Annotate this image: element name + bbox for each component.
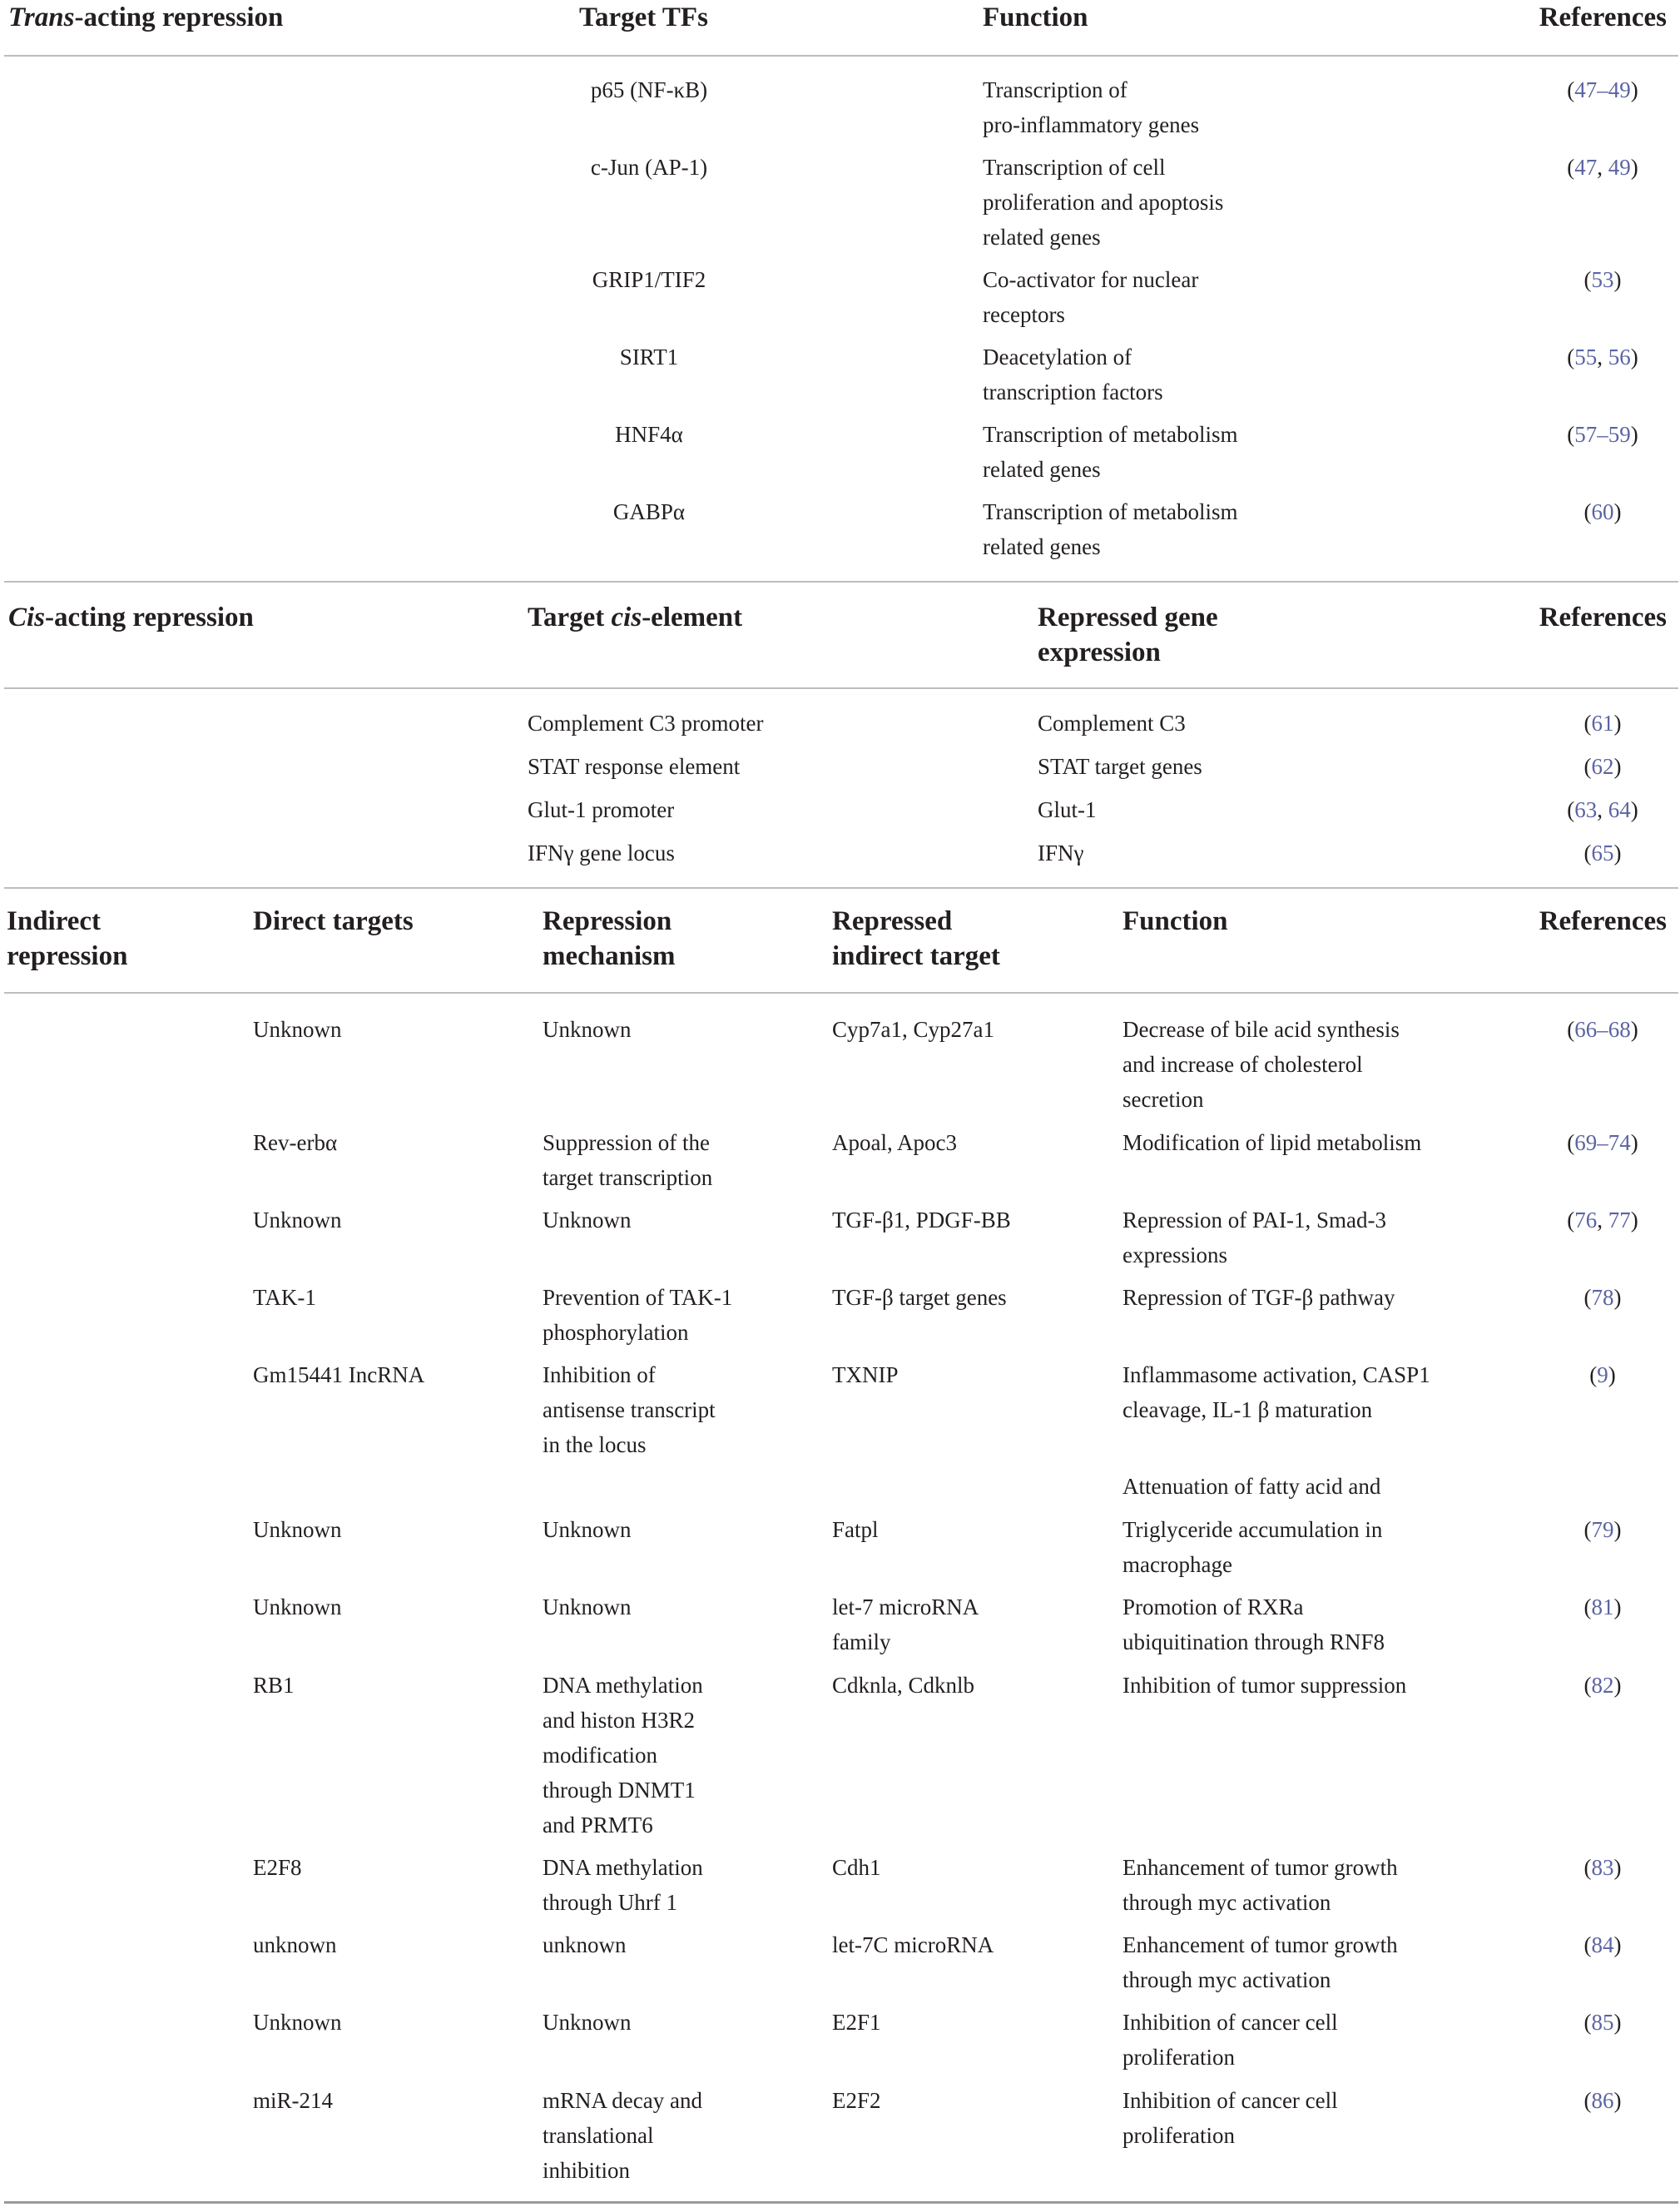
reference-punct: , [1597,1208,1608,1232]
indirect-function-line: ubiquitination through RNF8 [1122,1629,1385,1654]
indirect-reference-cell [1544,1357,1661,1392]
cis-target-cell: Complement C3 promoter [528,711,764,736]
reference-punct: ) [1630,422,1638,447]
indirect-section-title-2: repression [7,941,128,971]
cis-reference-cell [1544,706,1661,741]
reference-punct: ( [1583,499,1592,524]
reference-punct: ) [1613,1285,1622,1310]
trans-function-line: related genes [983,225,1101,250]
indirect-mechanism-line: Unknown [543,1594,632,1619]
indirect-repressed-target-line: TGF-β target genes [832,1285,1007,1310]
trans-reference-cell [1544,340,1661,374]
indirect-mechanism-line: Unknown [543,1208,632,1232]
trans-target-cell: c-Jun (AP-1) [590,155,708,180]
reference-link[interactable]: 79 [1591,1517,1614,1542]
indirect-mechanism-line: and PRMT6 [543,1813,653,1838]
reference-punct: ( [1567,77,1575,102]
indirect-direct-target-cell: Unknown [253,1517,342,1542]
reference-link[interactable]: 47–49 [1574,77,1631,102]
reference-link[interactable]: 69–74 [1574,1130,1631,1155]
trans-function-line: related genes [983,457,1101,482]
trans-title-italic: Trans [8,2,75,32]
indirect-mechanism-line: Inhibition of [543,1362,656,1387]
indirect-function-line: Inhibition of cancer cell [1122,2088,1338,2113]
indirect-reference-cell [1544,1668,1661,1703]
cis-repressed-cell: Complement C3 [1038,711,1186,736]
trans-target-cell: p65 (NF-κB) [590,77,708,102]
cis-repressed-cell: STAT target genes [1038,754,1202,779]
cis-section-title [8,600,254,635]
indirect-repressed-target-line: E2F1 [832,2010,881,2035]
trans-reference-cell [1544,494,1661,529]
reference-link[interactable]: 76 [1574,1208,1598,1232]
reference-punct: ) [1630,1208,1638,1232]
cis-target-cell: STAT response element [528,754,741,779]
indirect-function-line: Attenuation of fatty acid and [1122,1474,1381,1499]
trans-function-line: Transcription of [983,77,1127,102]
indirect-repressed-target-line: Cdh1 [832,1855,881,1880]
cis-target-italic: cis [611,603,642,632]
reference-punct: ( [1567,422,1575,447]
indirect-col-direct-header: Direct targets [253,906,414,936]
cis-target-cell: IFNγ gene locus [528,841,675,865]
reference-punct: ( [1583,267,1592,292]
indirect-direct-target-cell: unknown [253,1932,337,1957]
reference-punct: ) [1613,1673,1622,1698]
reference-link[interactable]: 56 [1608,345,1631,369]
indirect-repressed-target-line: Apoal, Apoc3 [832,1130,957,1155]
indirect-mechanism-line: Unknown [543,2010,632,2035]
reference-punct: ( [1583,754,1592,779]
reference-punct: ) [1613,1855,1622,1880]
reference-link[interactable]: 55 [1574,345,1598,369]
reference-link[interactable]: 60 [1591,499,1614,524]
cis-target-pre: Target [528,603,612,632]
reference-link[interactable]: 82 [1591,1673,1614,1698]
reference-link[interactable]: 81 [1591,1594,1614,1619]
indirect-function-line: Inhibition of tumor suppression [1122,1673,1407,1698]
reference-punct: ) [1630,345,1638,369]
trans-col-refs-header: References [1539,2,1667,32]
trans-function-line: Deacetylation of [983,345,1132,369]
indirect-direct-target-cell: Gm15441 IncRNA [253,1362,425,1387]
trans-function-line: transcription factors [983,379,1163,404]
indirect-mechanism-line: through Uhrf 1 [543,1890,677,1915]
reference-link[interactable]: 64 [1608,797,1631,822]
indirect-function-line: proliferation [1122,2123,1235,2148]
trans-target-cell: HNF4α [615,422,683,447]
indirect-header-rule [4,992,1678,994]
indirect-reference-cell [1544,2005,1661,2040]
indirect-function-line: Enhancement of tumor growth [1122,1932,1398,1957]
reference-punct: ( [1567,1017,1575,1042]
reference-link[interactable]: 65 [1591,841,1614,865]
indirect-repressed-target-line: Cdknla, Cdknlb [832,1673,975,1698]
reference-punct: , [1597,797,1608,822]
indirect-function-line: Repression of PAI-1, Smad-3 [1122,1208,1386,1232]
indirect-mechanism-line: Prevention of TAK-1 [543,1285,733,1310]
indirect-mechanism-line: Unknown [543,1017,632,1042]
indirect-mechanism-line: and histon H3R2 [543,1708,696,1733]
trans-function-line: receptors [983,302,1065,327]
reference-link[interactable]: 57–59 [1574,422,1631,447]
reference-punct: ( [1583,1594,1592,1619]
reference-link[interactable]: 66–68 [1574,1017,1631,1042]
indirect-function-line: proliferation [1122,2045,1235,2070]
indirect-repressed-target-line: family [832,1629,891,1654]
indirect-reference-cell [1544,1125,1661,1160]
cis-col-repressed-header-1: Repressed gene [1038,603,1218,632]
indirect-mechanism-line: Suppression of the [543,1130,710,1155]
reference-punct: ( [1583,1517,1592,1542]
indirect-direct-target-cell: Unknown [253,2010,342,2035]
indirect-function-line: Decrease of bile acid synthesis [1122,1017,1400,1042]
indirect-function-line: Inflammasome activation, CASP1 [1122,1362,1430,1387]
reference-punct: ) [1608,1362,1616,1387]
trans-function-line: pro-inflammatory genes [983,112,1200,137]
indirect-repressed-target-line: let-7 microRNA [832,1594,979,1619]
indirect-reference-cell [1544,1512,1661,1547]
trans-col-function-header: Function [983,2,1088,32]
reference-punct: ) [1613,2010,1622,2035]
reference-punct: ) [1613,754,1622,779]
reference-punct: ( [1567,1208,1575,1232]
trans-reference-cell [1544,150,1661,185]
trans-section-title [8,0,283,35]
indirect-mechanism-line: DNA methylation [543,1673,703,1698]
trans-col-target-header: Target TFs [579,2,708,32]
cis-col-repressed-header-2: expression [1038,637,1161,667]
trans-reference-cell [1544,262,1661,297]
trans-reference-cell [1544,72,1661,107]
reference-link[interactable]: 49 [1608,155,1631,180]
reference-link[interactable]: 84 [1591,1932,1614,1957]
indirect-repressed-target-line: let-7C microRNA [832,1932,994,1957]
cis-title-italic: Cis [8,603,46,632]
reference-punct: ) [1613,1932,1622,1957]
reference-punct: ) [1630,797,1638,822]
reference-punct: ) [1613,499,1622,524]
indirect-col-target-header-2: indirect target [832,941,1000,971]
trans-function-line: Transcription of metabolism [983,499,1238,524]
indirect-reference-cell [1544,1280,1661,1315]
indirect-function-line: Repression of TGF-β pathway [1122,1285,1395,1310]
indirect-direct-target-cell: Unknown [253,1208,342,1232]
indirect-direct-target-cell: Unknown [253,1017,342,1042]
reference-link[interactable]: 63 [1574,797,1598,822]
reference-link[interactable]: 47 [1574,155,1598,180]
indirect-function-line: macrophage [1122,1552,1232,1577]
trans-function-line: Transcription of cell [983,155,1166,180]
reference-punct: , [1597,345,1608,369]
reference-punct: ) [1613,1517,1622,1542]
cis-target-cell: Glut-1 promoter [528,797,675,822]
reference-link[interactable]: 9 [1597,1362,1608,1387]
cis-target-post: -element [642,603,743,632]
trans-function-line: proliferation and apoptosis [983,190,1224,215]
reference-punct: ( [1567,797,1575,822]
cis-header-rule [4,687,1678,689]
indirect-function-line: Triglyceride accumulation in [1122,1517,1383,1542]
reference-punct: ) [1613,711,1622,736]
indirect-mechanism-line: Unknown [543,1517,632,1542]
reference-link[interactable]: 61 [1591,711,1614,736]
indirect-section-title-1: Indirect [7,906,102,936]
reference-punct: ) [1630,1017,1638,1042]
indirect-col-mechanism-header-2: mechanism [543,941,676,971]
reference-punct: ) [1613,1594,1622,1619]
reference-punct: ( [1583,1673,1592,1698]
indirect-function-line: Inhibition of cancer cell [1122,2010,1338,2035]
reference-punct: ( [1567,1130,1575,1155]
reference-punct: , [1597,155,1608,180]
indirect-mechanism-line: target transcription [543,1165,713,1190]
indirect-direct-target-cell: Unknown [253,1594,342,1619]
reference-link[interactable]: 86 [1591,2088,1614,2113]
table-bottom-rule [4,2201,1678,2204]
reference-link[interactable]: 53 [1591,267,1614,292]
cis-reference-cell [1544,749,1661,784]
indirect-col-function-header: Function [1122,906,1228,936]
cis-title-rest: -acting repression [45,603,254,632]
indirect-mechanism-line: in the locus [543,1432,647,1457]
indirect-function-line: through myc activation [1122,1967,1331,1992]
trans-target-cell: GABPα [612,499,686,524]
reference-punct: ( [1583,1932,1592,1957]
trans-target-cell: GRIP1/TIF2 [592,267,706,292]
reference-punct: ) [1630,1130,1638,1155]
indirect-mechanism-line: phosphorylation [543,1320,689,1345]
cis-section-rule [4,887,1678,889]
reference-punct: ) [1613,267,1622,292]
indirect-function-line: secretion [1122,1087,1204,1112]
reference-link[interactable]: 62 [1591,754,1614,779]
indirect-direct-target-cell: TAK-1 [253,1285,316,1310]
reference-punct: ( [1567,155,1575,180]
reference-punct: ) [1630,155,1638,180]
indirect-function-line: Modification of lipid metabolism [1122,1130,1422,1155]
indirect-function-line: and increase of cholesterol [1122,1052,1363,1077]
indirect-direct-target-cell: Rev-erbα [253,1130,338,1155]
indirect-col-refs-header: References [1539,906,1667,936]
indirect-reference-cell [1544,1012,1661,1047]
indirect-col-mechanism-header-1: Repression [543,906,672,936]
indirect-reference-cell [1544,1203,1661,1237]
indirect-mechanism-line: antisense transcript [543,1397,716,1422]
trans-function-line: Transcription of metabolism [983,422,1238,447]
indirect-reference-cell [1544,2083,1661,2118]
indirect-function-line: cleavage, IL-1 β maturation [1122,1397,1373,1422]
trans-function-line: Co-activator for nuclear [983,267,1199,292]
indirect-repressed-target-line: Fatpl [832,1517,879,1542]
indirect-repressed-target-line: TGF-β1, PDGF-BB [832,1208,1011,1232]
indirect-mechanism-line: translational [543,2123,654,2148]
cis-reference-cell [1544,836,1661,870]
indirect-mechanism-line: unknown [543,1932,627,1957]
reference-punct: ) [1613,841,1622,865]
reference-punct: ( [1583,2010,1592,2035]
cis-repressed-cell: IFNγ [1038,841,1084,865]
indirect-direct-target-cell: E2F8 [253,1855,302,1880]
reference-link[interactable]: 78 [1591,1285,1614,1310]
reference-link[interactable]: 77 [1608,1208,1631,1232]
indirect-repressed-target-line: E2F2 [832,2088,881,2113]
indirect-function-line: Promotion of RXRa [1122,1594,1304,1619]
cis-col-target-header [528,600,742,635]
reference-punct: ( [1583,711,1592,736]
indirect-reference-cell [1544,1927,1661,1962]
indirect-function-line: Enhancement of tumor growth [1122,1855,1398,1880]
reference-punct: ( [1583,1285,1592,1310]
cis-repressed-cell: Glut-1 [1038,797,1097,822]
indirect-col-target-header-1: Repressed [832,906,953,936]
indirect-mechanism-line: modification [543,1743,657,1768]
cis-reference-cell [1544,792,1661,827]
trans-title-rest: -acting repression [74,2,284,32]
reference-punct: ( [1567,345,1575,369]
reference-punct: ( [1583,841,1592,865]
indirect-direct-target-cell: RB1 [253,1673,295,1698]
indirect-reference-cell [1544,1590,1661,1624]
reference-punct: ( [1583,2088,1592,2113]
reference-punct: ) [1613,2088,1622,2113]
indirect-mechanism-line: DNA methylation [543,1855,703,1880]
trans-reference-cell [1544,417,1661,452]
trans-target-cell: SIRT1 [619,345,679,369]
reference-link[interactable]: 85 [1591,2010,1614,2035]
indirect-repressed-target-line: TXNIP [832,1362,899,1387]
reference-link[interactable]: 83 [1591,1855,1614,1880]
indirect-function-line: expressions [1122,1242,1227,1267]
indirect-direct-target-cell: miR-214 [253,2088,334,2113]
cis-col-refs-header: References [1539,603,1667,632]
trans-header-rule [4,55,1678,57]
indirect-reference-cell [1544,1850,1661,1885]
reference-punct: ( [1583,1855,1592,1880]
indirect-function-line: through myc activation [1122,1890,1331,1915]
reference-punct: ( [1589,1362,1598,1387]
indirect-mechanism-line: inhibition [543,2158,631,2183]
trans-function-line: related genes [983,534,1101,559]
reference-punct: ) [1630,77,1638,102]
indirect-repressed-target-line: Cyp7a1, Cyp27a1 [832,1017,994,1042]
indirect-mechanism-line: mRNA decay and [543,2088,702,2113]
trans-section-rule [4,581,1678,583]
indirect-mechanism-line: through DNMT1 [543,1778,696,1803]
